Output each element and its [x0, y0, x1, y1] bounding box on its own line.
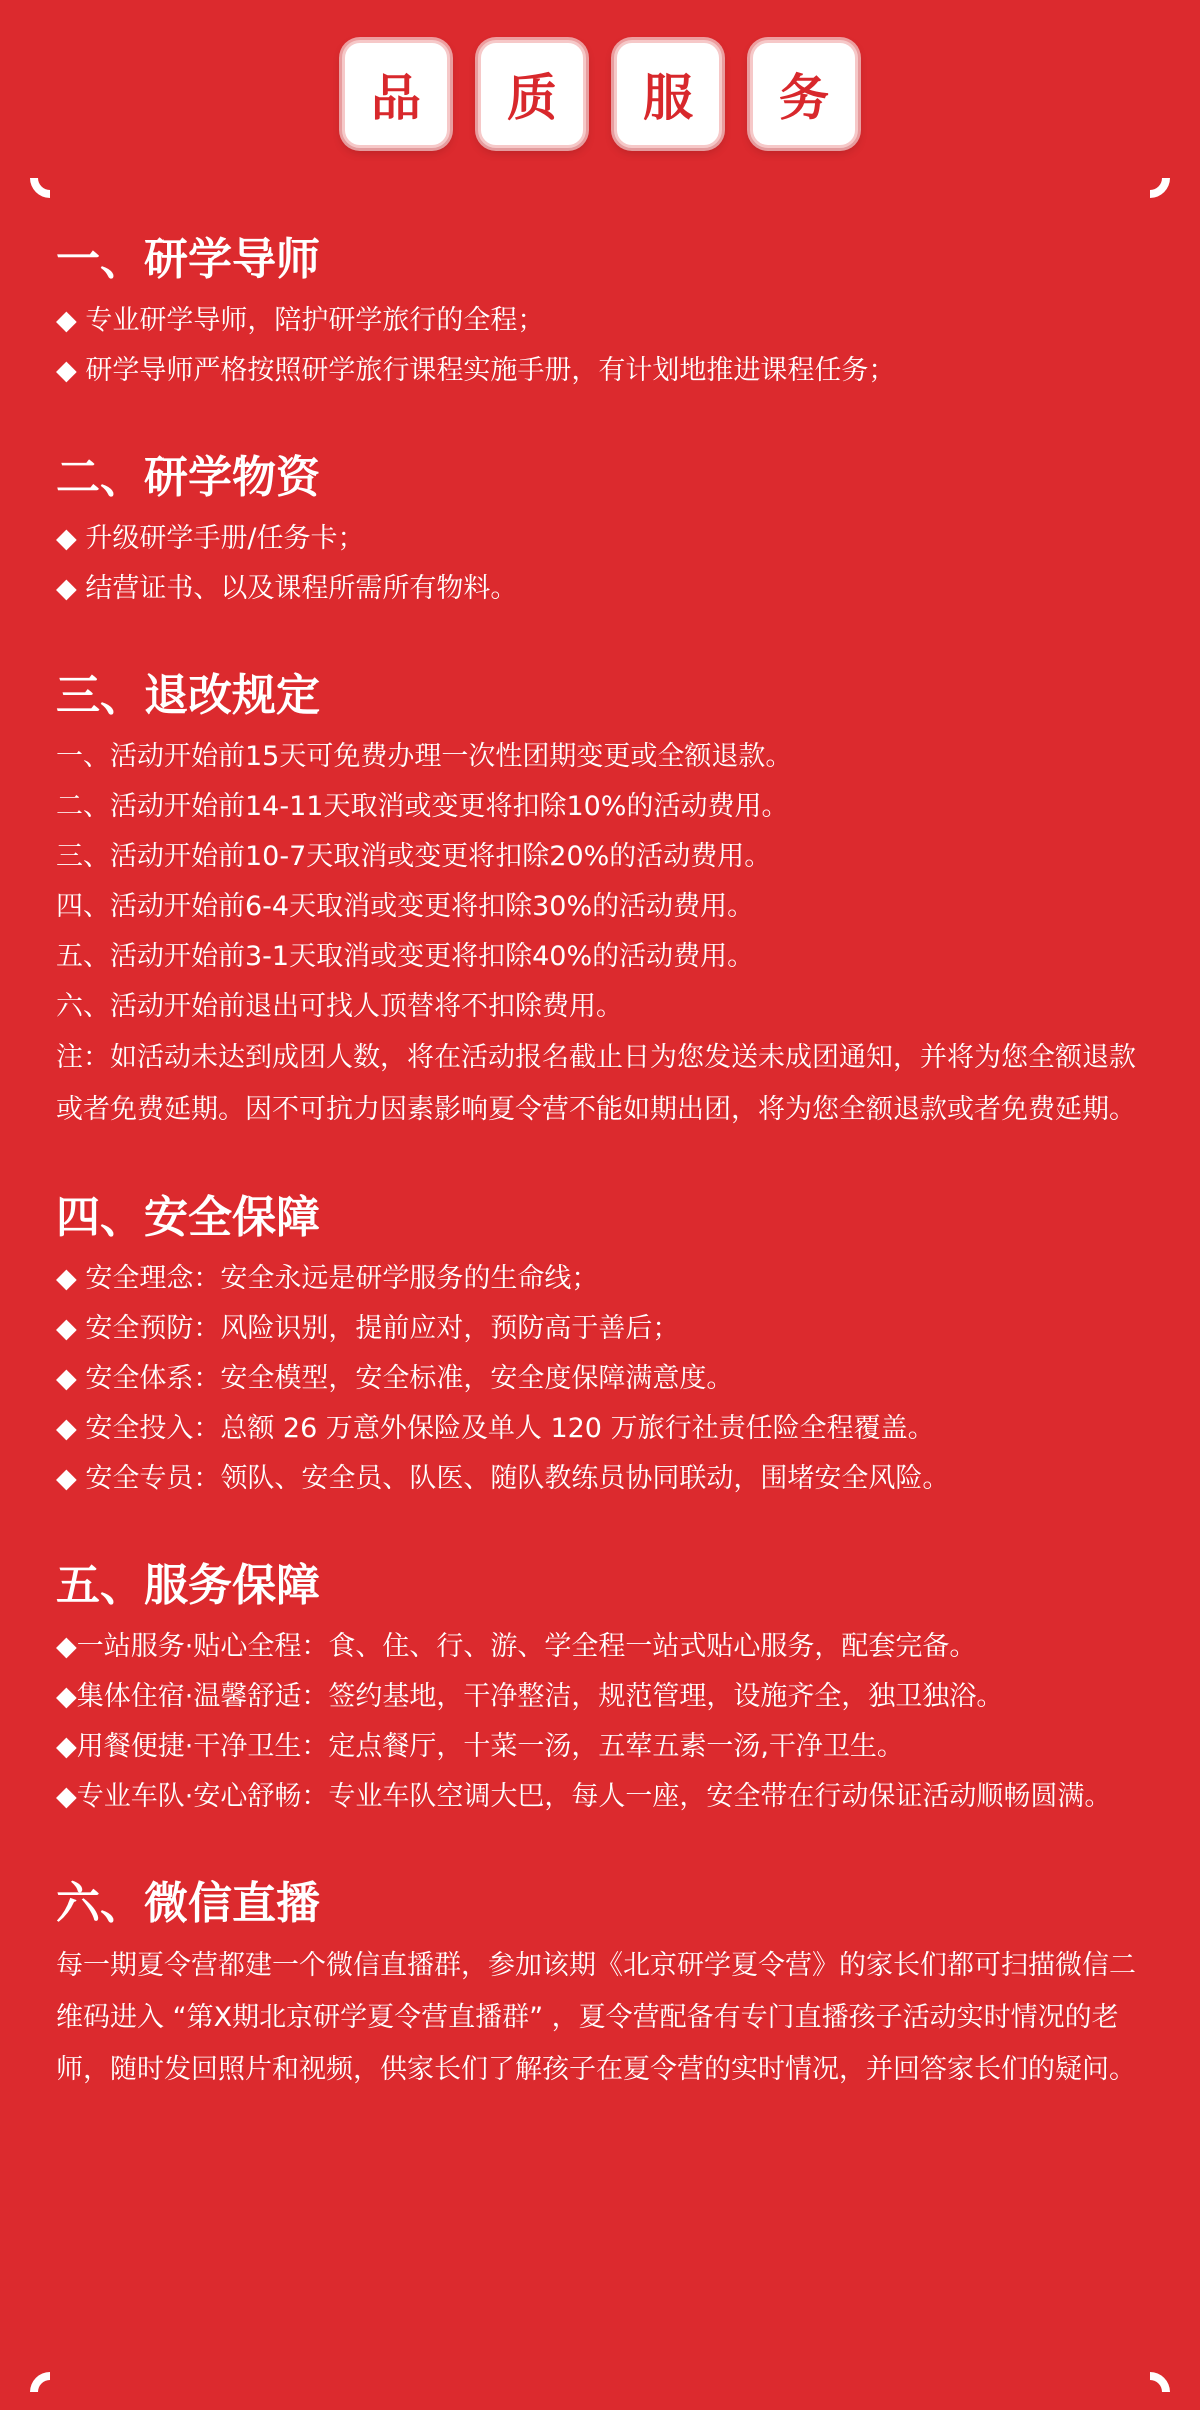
list-item: ◆ 研学导师严格按照研学旅行课程实施手册，有计划地推进课程任务；: [56, 355, 896, 386]
title-char-box: [478, 40, 586, 148]
list-item: 一、活动开始前15天可免费办理一次性团期变更或全额退款。: [56, 741, 793, 772]
section-service: [56, 1558, 1152, 1822]
content: [56, 232, 1152, 2150]
section-title: 一、研学导师: [56, 234, 320, 285]
title-char-box: [342, 40, 450, 148]
title-char: 务: [779, 69, 829, 127]
refund-note: 注：如活动未达到成团人数，将在活动报名截止日为您发送未成团通知，并将为您全额退款或者免费延期。因不可抗力因素影响夏令营不能如期出团，将为您全额退款或者免费延期。: [56, 1042, 1136, 1125]
section-tutors: [56, 232, 1152, 396]
corner-ornament-bottom-right: [1148, 2370, 1172, 2394]
title-char: 品: [371, 69, 421, 127]
list-item: 二、活动开始前14-11天取消或变更将扣除10%的活动费用。: [56, 791, 789, 822]
section-title: 四、安全保障: [56, 1192, 320, 1243]
title-char: 质: [507, 69, 557, 127]
list-item: ◆ 安全理念：安全永远是研学服务的生命线；: [56, 1263, 599, 1294]
title-char-box: [614, 40, 722, 148]
corner-ornament-bottom-left: [28, 2370, 52, 2394]
list-item: ◆ 安全体系：安全模型，安全标准，安全度保障满意度。: [56, 1363, 734, 1394]
list-item: ◆专业车队·安心舒畅：专业车队空调大巴，每人一座，安全带在行动保证活动顺畅圆满。: [56, 1781, 1112, 1812]
title-char: 服: [643, 69, 693, 127]
list-item: ◆ 专业研学导师，陪护研学旅行的全程；: [56, 305, 545, 336]
list-item: ◆集体住宿·温馨舒适：签约基地，干净整洁，规范管理，设施齐全，独卫独浴。: [56, 1681, 1004, 1712]
section-wechat-live: [56, 1876, 1152, 2096]
page-title: [0, 40, 1200, 148]
list-item: ◆ 安全投入：总额 26 万意外保险及单人 120 万旅行社责任险全程覆盖。: [56, 1413, 935, 1444]
list-item: ◆ 升级研学手册/任务卡；: [56, 523, 365, 554]
section-refund-policy: [56, 668, 1152, 1136]
corner-ornament-top-left: [28, 176, 52, 200]
section-title: 二、研学物资: [56, 452, 320, 503]
corner-ornament-top-right: [1148, 176, 1172, 200]
section-safety: [56, 1190, 1152, 1504]
list-item: ◆ 结营证书、以及课程所需所有物料。: [56, 573, 518, 604]
section-title: 三、退改规定: [56, 670, 320, 721]
section-materials: [56, 450, 1152, 614]
title-char-box: [750, 40, 858, 148]
list-item: 三、活动开始前10-7天取消或变更将扣除20%的活动费用。: [56, 841, 772, 872]
list-item: ◆ 安全专员：领队、安全员、队医、随队教练员协同联动，围堵安全风险。: [56, 1463, 950, 1494]
list-item: 六、活动开始前退出可找人顶替将不扣除费用。: [56, 991, 623, 1022]
section-title: 五、服务保障: [56, 1560, 320, 1611]
list-item: 四、活动开始前6-4天取消或变更将扣除30%的活动费用。: [56, 891, 755, 922]
wechat-live-paragraph: 每一期夏令营都建一个微信直播群，参加该期《北京研学夏令营》的家长们都可扫描微信二维码进入 “第X期北京研学夏令营直播群” ，夏令营配备有专门直播孩子活动实时情况的老师，随时发回照片和视频，供家长们了解孩子在夏令营的实时情况，并回答家长们的疑问。: [56, 1950, 1136, 2085]
list-item: ◆一站服务·贴心全程：食、住、行、游、学全程一站式贴心服务，配套完备。: [56, 1631, 977, 1662]
section-title: 六、微信直播: [56, 1878, 320, 1929]
list-item: 五、活动开始前3-1天取消或变更将扣除40%的活动费用。: [56, 941, 755, 972]
list-item: ◆ 安全预防：风险识别，提前应对，预防高于善后；: [56, 1313, 680, 1344]
list-item: ◆用餐便捷·干净卫生：定点餐厅，十菜一汤，五荤五素一汤,干净卫生。: [56, 1731, 904, 1762]
